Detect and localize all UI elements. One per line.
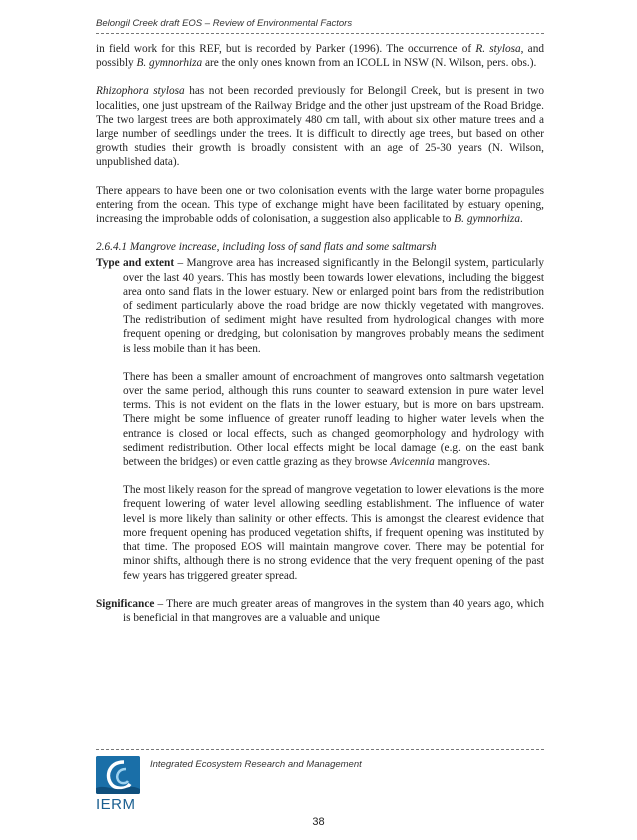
paragraph-6: The most likely reason for the spread of mangrove vegetation to lower elevations is the more frequent lowering of water level allowing seedling establishment. The influence of water level is more likely than salinity or other effects. This is amongst the clearest evidence that more frequent opening has produced vegetation shifts, if frequent opening was instituted by that time. The proposed EOS will maintain mangrove cover. There may be potential for minor shifts, although there is no strong evidence that the very frequent opening of the past few years has triggered greater spread.: [123, 484, 544, 582]
logo-wordmark: IERM: [96, 796, 136, 813]
text-run: mangroves.: [434, 456, 491, 469]
footer-divider: [96, 749, 544, 750]
term-label: Significance: [96, 597, 155, 610]
species-name: R. stylosa: [475, 43, 521, 55]
species-name: Avicennia: [390, 456, 435, 469]
text-run: There has been a smaller amount of encroachment of mangroves onto saltmarsh vegetation over the same period, although this runs counter to seaward extension in pure water level terms. This is not evident on the flats in the lower estuary, but is more on bars upstream. There might be some influence of greater runoff leading to higher water levels when the entrance is closed or local effects, such as changed geomorphology and hydrology with sediment redistribution. Other local effects might be local damage (e.g. on the east bank between the bridges) or even cattle grazing as they browse: [123, 370, 544, 469]
text-run: – Mangrove area has increased significantly in the Belongil system, particularly over the last 40 years. This has mostly been towards lower elevations, including the biggest area onto sand flats in the lower estuary. New or enlarged point bars from the redistribution of sediment particularly above the road bridge are now thickly vegetated with mangroves. The redistribution of sediment might have resulted from hydrological changes with more frequent opening or dredging, but colonisation by mangroves probably means the sediment is less mobile than it has been.: [123, 257, 544, 355]
text-run: are the only ones known from an ICOLL in NSW (N. Wilson, pers. obs.).: [202, 57, 537, 70]
paragraph-1: [96, 42, 544, 70]
paragraph-5: [123, 370, 544, 469]
text-run: in field work for this REF, but is recorded by Parker (1996). The occurrence of: [96, 43, 476, 55]
species-name: B. gymnorhiza: [454, 213, 520, 226]
paragraph-2: [96, 84, 544, 169]
text-run: has not been recorded previously for Belongil Creek, but is present in two localities, one just upstream of the Railway Bridge and the other just upstream of the Road Bridge. The two largest trees are both approximately 480 cm tall, with about six other mature trees and a large number of seedlings under the trees. It is difficult to directly age trees, but based on other growth studies their growth is broadly consistent with an age of 25-30 years (N. Wilson, unpublished data).: [96, 85, 544, 169]
ierm-logo: [96, 756, 144, 816]
paragraph-type-extent: [96, 256, 544, 355]
body-text: [96, 42, 544, 639]
term-label: Type and extent: [96, 257, 175, 270]
paragraph-3: [96, 184, 544, 227]
species-name: Rhizophora stylosa: [96, 85, 185, 98]
running-header: Belongil Creek draft EOS – Review of Environmental Factors: [96, 18, 353, 29]
section-heading: 2.6.4.1 Mangrove increase, including loss of sand flats and some saltmarsh: [96, 241, 437, 254]
text-run: There appears to have been one or two colonisation events with the large water borne propagules entering from the ocean. This type of exchange might have been facilitated by estuary opening, increasing the improbable odds of colonisation, a suggestion also applicable to: [96, 184, 544, 226]
footer-org-name: Integrated Ecosystem Research and Management: [150, 759, 362, 770]
header-divider: [96, 33, 544, 34]
page-number: 38: [312, 816, 325, 828]
text-run: – There are much greater areas of mangroves in the system than 40 years ago, which is beneficial in that mangroves are a valuable and unique: [123, 597, 544, 624]
paragraph-significance: [96, 597, 544, 625]
logo-wave-icon: [96, 756, 140, 794]
species-name: B. gymnorhiza: [136, 57, 203, 70]
text-run: .: [519, 213, 523, 226]
text-run: , and possibly: [96, 43, 544, 70]
